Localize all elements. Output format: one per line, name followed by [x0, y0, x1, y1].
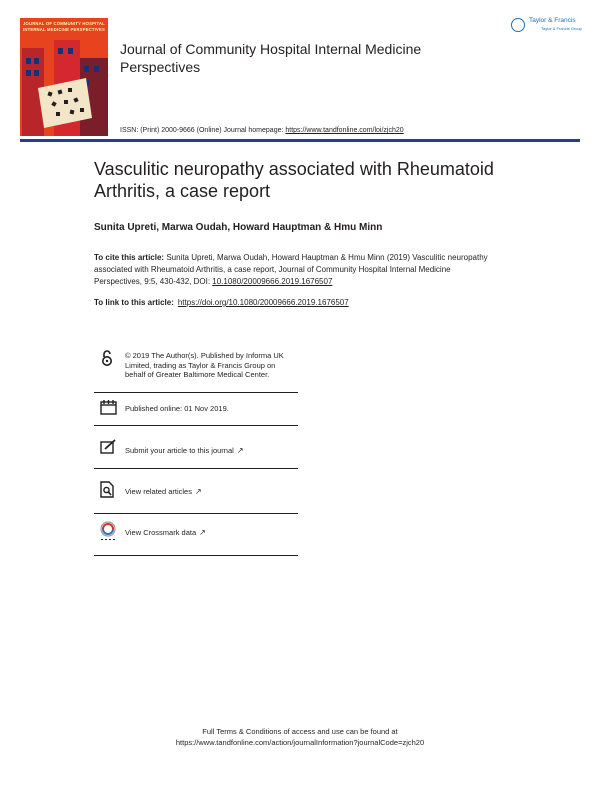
citation-label: To cite this article: [94, 253, 165, 262]
issn-line [120, 127, 404, 134]
article-link-line [94, 298, 349, 307]
panel-divider [94, 555, 298, 556]
panel-divider [94, 425, 298, 426]
issn-text: ISSN: (Print) 2000-9666 (Online) Journal homepage: [120, 127, 286, 134]
article-authors: Sunita Upreti, Marwa Oudah, Howard Hauptman & Hmu Minn [94, 222, 383, 233]
journal-title: Journal of Community Hospital Internal Medicine Perspectives [120, 41, 422, 75]
related-articles-icon [100, 481, 115, 503]
article-link-label: To link to this article: [94, 298, 174, 307]
edit-document-icon [100, 439, 117, 459]
external-link-icon: ↗ [194, 487, 202, 496]
cover-title-line1: JOURNAL OF COMMUNITY HOSPITAL [23, 21, 105, 26]
related-articles-label: View related articles [125, 487, 192, 496]
taylor-francis-logo-icon [511, 18, 525, 32]
view-crossmark-link[interactable] [125, 528, 297, 538]
header-divider [20, 139, 580, 142]
publisher-logo-subtitle: Taylor & Francis Group [541, 26, 582, 31]
open-access-statement: © 2019 The Author(s). Published by Informa UK Limited, trading as Taylor & Francis Group on behalf of Greater Baltimore Medical Center. [125, 351, 284, 379]
citation-text: Sunita Upreti, Marwa Oudah, Howard Hauptman & Hmu Minn (2019) Vasculitic neuropathy associated with Rheumatoid Arthritis, a case report, Journal of Community Hospital Internal Medicine Perspectives, 9:5, 430-432, DOI: [94, 253, 488, 286]
footer-journal-link[interactable]: https://www.tandfonline.com/action/journalInformation?journalCode=zjch20 [175, 738, 425, 747]
citation-doi-link[interactable]: 10.1080/20009666.2019.1676507 [212, 277, 333, 286]
article-doi-url[interactable]: https://doi.org/10.1080/20009666.2019.1676507 [177, 298, 349, 307]
crossmark-icon [100, 521, 116, 548]
submit-article-link[interactable] [125, 446, 297, 456]
panel-divider [94, 513, 298, 514]
published-online-date: Published online: 01 Nov 2019. [125, 404, 229, 413]
panel-divider [94, 468, 298, 469]
citation-block [94, 252, 494, 288]
publisher-logo-name: Taylor & Francis [529, 17, 576, 24]
open-access-icon [100, 349, 114, 372]
crossmark-external-icon: ↗ [199, 528, 206, 537]
footer-terms-text: Full Terms & Conditions of access and use can be found at [202, 727, 398, 736]
view-related-articles-link[interactable] [125, 487, 297, 497]
external-link-icon: ↗ [236, 446, 244, 455]
footer [0, 726, 600, 748]
article-info-panel [94, 345, 298, 557]
cover-title-line2: INTERNAL MEDICINE PERSPECTIVES [23, 27, 106, 32]
cover-artwork [20, 18, 108, 136]
article-title: Vasculitic neuropathy associated with Rheumatoid Arthritis, a case report [94, 159, 494, 201]
journal-homepage-link[interactable]: https://www.tandfonline.com/loi/zjch20 [285, 127, 404, 134]
panel-divider [94, 392, 298, 393]
publisher-logo [511, 17, 583, 35]
submit-article-label: Submit your article to this journal [125, 446, 234, 455]
journal-cover-image [20, 18, 108, 136]
crossmark-label: View Crossmark data [125, 528, 197, 537]
calendar-icon [100, 400, 117, 420]
